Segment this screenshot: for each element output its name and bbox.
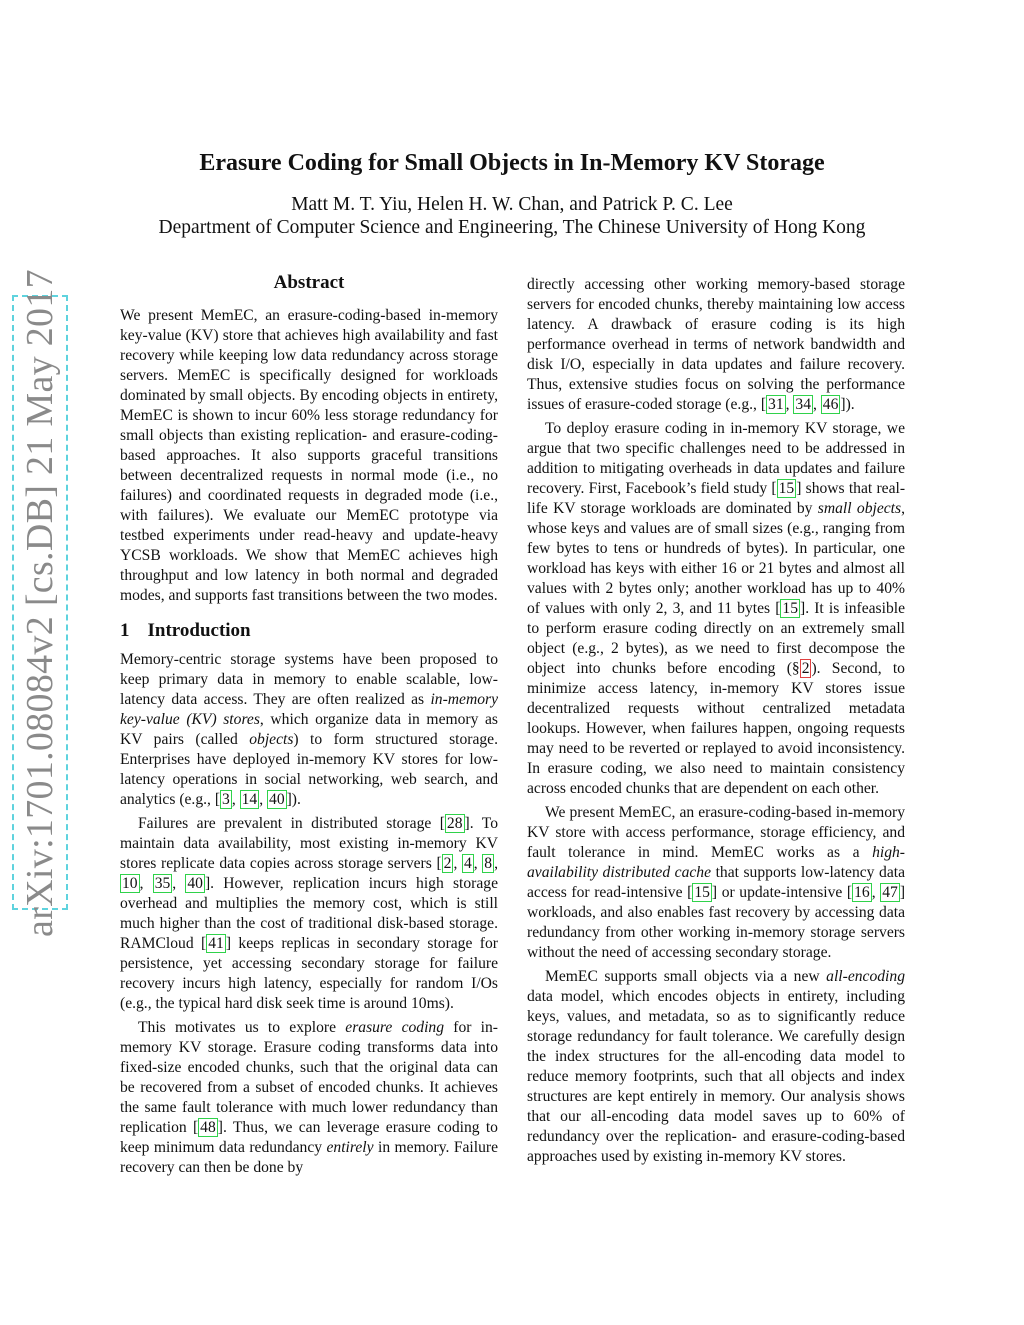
section-title: Introduction [147, 620, 251, 641]
right-column [527, 275, 905, 1167]
citation-link[interactable]: 47 [882, 884, 898, 901]
intro-paragraph-1: Memory-centric storage systems have been proposed to keep primary data in memory to enable scalable, low-latency data access. They are often realized as in-memory key-value (KV) stores, which organize data in memory as KV pairs (called objects) to form structured storage. Enterprises have deployed in-memory KV stores for low-latency operations in social networking, web search, and analytics (e.g., [ 3 , 14 , 40 ]). [120, 651, 498, 808]
section-heading-introduction [120, 620, 498, 642]
citation-link[interactable]: 15 [694, 884, 710, 901]
section-number: 1 [120, 620, 130, 641]
arxiv-identifier-stamp [12, 268, 68, 937]
citation-link[interactable]: 10 [122, 875, 138, 892]
citation-link[interactable]: 46 [822, 396, 839, 413]
intro-paragraph-3-continued: directly accessing other working memory-based storage servers for encoded chunks, thereby maintaining low access latency. A drawback of erasure coding is its high performance overhead in terms of network bandwidth and disk I/O, especially in data updates and failure recovery. Thus, extensive studies focus on solving the performance issues of erasure-coded storage (e.g., [ 31 , 34 , 46 ]). [527, 276, 905, 413]
author-list: Matt M. T. Yiu, Helen H. W. Chan, and Patrick P. C. Lee [291, 194, 733, 215]
intro-paragraph-4: To deploy erasure coding in in-memory KV storage, we argue that two specific challenges need to be addressed in addition to mitigating overheads in data updates and failure recovery. First, Facebook’s field study [ 15 ] shows that real-life KV storage workloads are dominated by small objects, whose keys and values are of small sizes (e.g., ranging from few bytes to tens or hundreds of bytes). In particular, one workload has keys with either 16 or 21 bytes and almost all values with 2 bytes only; another workload has up to 40% of values with only 2, 3, and 11 bytes [ 15 ]. It is infeasible to perform erasure coding directly on an extremely small object (e.g., 2 bytes), as we need to first decompose the object into chunks before encoding (§ 2 ). Second, to minimize access latency, in-memory KV stores issue decentralized requests without centralized metadata lookups. However, when failures happen, ongoing requests may need to be reverted or replayed to avoid inconsistency. In erasure coding, we also need to maintain consistency across encoded chunks that are dependent on each other. [527, 420, 906, 797]
emphasis: small objects [817, 500, 902, 517]
citation-link[interactable]: 40 [269, 791, 285, 808]
citation-link[interactable]: 28 [446, 815, 463, 832]
paper-title: Erasure Coding for Small Objects in In-Memory KV Storage [199, 150, 825, 176]
citation-link[interactable]: 35 [154, 875, 171, 892]
citation-link[interactable]: 15 [778, 480, 795, 497]
citation-link[interactable]: 48 [200, 1119, 216, 1136]
emphasis: entirely [326, 1139, 374, 1156]
intro-paragraph-3: This motivates us to explore erasure coding for in-memory KV storage. Erasure coding transforms data into fixed-size encoded chunks, such that the original data can be recovered from a subset of encoded chunks. It achieves the same fault tolerance with much lower redundancy than replication [ 48 ]. Thus, we can leverage erasure coding to keep minimum data redundancy entirely in memory. Failure recovery can then be done by [120, 1019, 499, 1176]
citation-link[interactable]: 40 [187, 875, 203, 892]
citation-link[interactable]: 4 [463, 855, 472, 872]
emphasis: high-availability distributed cache [527, 844, 905, 881]
section-reference-link[interactable]: 2 [801, 660, 810, 677]
intro-paragraph-2: Failures are prevalent in distributed storage [ 28 ]. To maintain data availability, most existing in-memory KV stores replicate data copies across storage servers [ 2 , 4 , 8 , 10 , 35 , 40 ]. However, replication incurs high storage overhead and multiplies the memory cost, which is still much higher than the cost of traditional disk-based storage. RAMCloud [ 41 ] keeps replicas in secondary storage for persistence, yet accessing secondary storage for failure recovery incurs high latency, especially for random I/Os (e.g., the typical hard disk seek time is around 10ms). [120, 815, 498, 1012]
citation-link[interactable]: 16 [854, 884, 870, 901]
left-column [120, 272, 498, 1178]
author-affiliation: Department of Computer Science and Engineering, The Chinese University of Hong Kong [158, 217, 866, 238]
citation-link[interactable]: 41 [208, 935, 224, 952]
emphasis: objects [249, 731, 294, 748]
abstract-text: We present MemEC, an erasure-coding-based in-memory key-value (KV) store that achieves high availability and fast recovery while keeping low data redundancy across storage servers. MemEC is specifically designed for workloads dominated by small objects. By encoding objects in entirety, MemEC is shown to incur 60% less storage redundancy for small objects than existing replication- and erasure-coding-based approaches. It also supports graceful transitions between decentralized requests in normal mode (i.e., no failures) and coordinated requests in degraded mode (i.e., with failures). We evaluate our MemEC prototype via testbed experiments under read-heavy and update-heavy YCSB workloads. We show that MemEC achieves high throughput and low latency in both normal and degraded modes, and supports fast transitions between the two modes. [120, 307, 498, 604]
citation-link[interactable]: 14 [241, 791, 258, 808]
intro-paragraph-6: MemEC supports small objects via a new all-encoding data model, which encodes objects in entirety, including keys, values, and metadata, so as to significantly reduce storage redundancy for fault tolerance. We carefully design the index structures for the all-encoding data model to reduce memory footprints, such that all objects and index structures are kept entirely in memory. Our analysis shows that our all-encoding data model saves up to 60% of redundancy over the replication- and erasure-coding-based approaches used by existing in-memory KV stores. [527, 968, 905, 1165]
emphasis: in-memory key-value (KV) stores [120, 691, 498, 728]
citation-link[interactable]: 8 [484, 855, 493, 872]
arxiv-identifier-text: arXiv:1701.08084v2 [cs.DB] 21 May 2017 [19, 268, 62, 937]
citation-link[interactable]: 2 [443, 855, 452, 872]
intro-paragraph-5: We present MemEC, an erasure-coding-based in-memory KV store with access performance, storage efficiency, and fault tolerance in mind. MemEC works as a high-availability distributed cache that supports low-latency data access for read-intensive [ 15 ] or update-intensive [ 16 , 47 ] workloads, and also enables fast recovery by accessing data redundancy from other working in-memory storage servers without the need of accessing secondary storage. [527, 804, 906, 961]
citation-link[interactable]: 34 [795, 396, 811, 413]
emphasis: erasure coding [345, 1019, 445, 1036]
citation-link[interactable]: 15 [782, 600, 798, 617]
abstract-heading: Abstract [273, 272, 345, 293]
citation-link[interactable]: 3 [222, 791, 230, 808]
citation-link[interactable]: 31 [768, 396, 784, 413]
emphasis: all-encoding [826, 968, 905, 985]
